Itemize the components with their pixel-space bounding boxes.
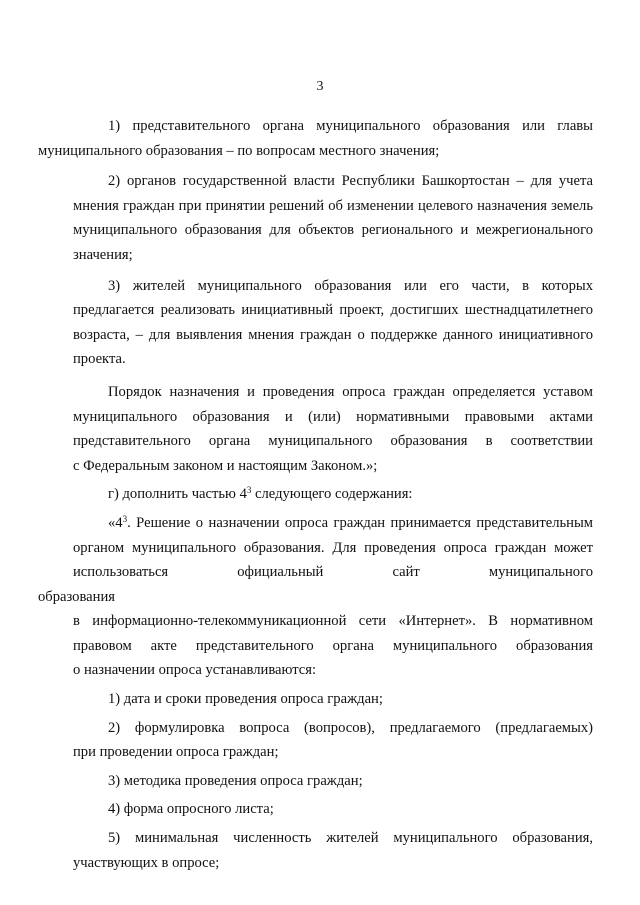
text-line: проекта. <box>73 351 126 368</box>
text-line: 4) форма опросного листа; <box>108 801 274 818</box>
paragraph-11 <box>73 826 593 875</box>
text-line: мнения граждан при принятии решений об изменении целевого назначения земель <box>73 197 593 214</box>
text-line: при проведении опроса граждан; <box>73 744 279 761</box>
text-fragment: «4 <box>108 514 123 531</box>
text-line: муниципального образования – по вопросам местного значения; <box>38 142 440 159</box>
text-line: 1) представительного органа муниципального образования или главы <box>108 118 593 134</box>
paragraph-5 <box>73 482 593 507</box>
text-fragment: . Решение о назначении опроса граждан принимается представительным <box>127 514 593 531</box>
text-line: 1) дата и сроки проведения опроса граждан; <box>108 691 383 708</box>
paragraph-9 <box>73 769 593 794</box>
paragraph-6 <box>38 511 593 683</box>
superscript: 3 <box>122 513 128 524</box>
text-line <box>73 511 593 536</box>
paragraph-4 <box>73 380 593 478</box>
text-line: с Федеральным законом и настоящим Законом.»; <box>73 457 378 474</box>
text-line: Порядок назначения и проведения опроса граждан определяется уставом <box>108 383 593 400</box>
paragraph-10 <box>73 797 593 822</box>
text-line: правовом акте представительного органа муниципального образования <box>73 637 593 654</box>
text-line: предлагается реализовать инициативный проект, достигших шестнадцатилетнего <box>73 302 593 319</box>
text-line: муниципального образования и (или) нормативными правовыми актами <box>73 408 593 425</box>
superscript: 3 <box>246 485 252 496</box>
paragraph-8 <box>73 716 593 765</box>
text-line: участвующих в опросе; <box>73 854 220 871</box>
text-line: в информационно-телекоммуникационной сети «Интернет». В нормативном <box>73 613 593 630</box>
text-line: 3) жителей муниципального образования или его части, в которых <box>108 277 593 294</box>
text-line: о назначении опроса устанавливаются: <box>73 662 317 679</box>
text-line: значения; <box>73 246 133 263</box>
page-number: 3 <box>316 79 324 94</box>
paragraph-2 <box>73 169 593 267</box>
text-line: 2) органов государственной власти Республики Башкортостан – для учета <box>108 173 593 190</box>
text-line: представительного органа муниципального образования в соответствии <box>73 433 593 450</box>
text-line: 2) формулировка вопроса (вопросов), предлагаемого (предлагаемых) <box>108 719 593 736</box>
text-line: возраста, – для выявления мнения граждан о поддержке данного инициативного <box>73 326 593 343</box>
text-line: органом муниципального образования. Для проведения опроса граждан может <box>73 539 593 556</box>
document-body <box>38 114 593 875</box>
paragraph-3 <box>73 274 593 372</box>
paragraph-7 <box>73 687 593 712</box>
text-line: муниципального образования для объектов регионального и межрегионального <box>73 222 593 239</box>
text-line: 5) минимальная численность жителей муниципального образования, <box>108 830 593 847</box>
text-line: использоваться официальный сайт муниципального образования <box>38 564 593 605</box>
text-fragment: г) дополнить частью 4 <box>108 486 247 503</box>
text-line: 3) методика проведения опроса граждан; <box>108 772 363 789</box>
text-fragment: следующего содержания: <box>251 486 413 503</box>
paragraph-1 <box>38 114 593 163</box>
